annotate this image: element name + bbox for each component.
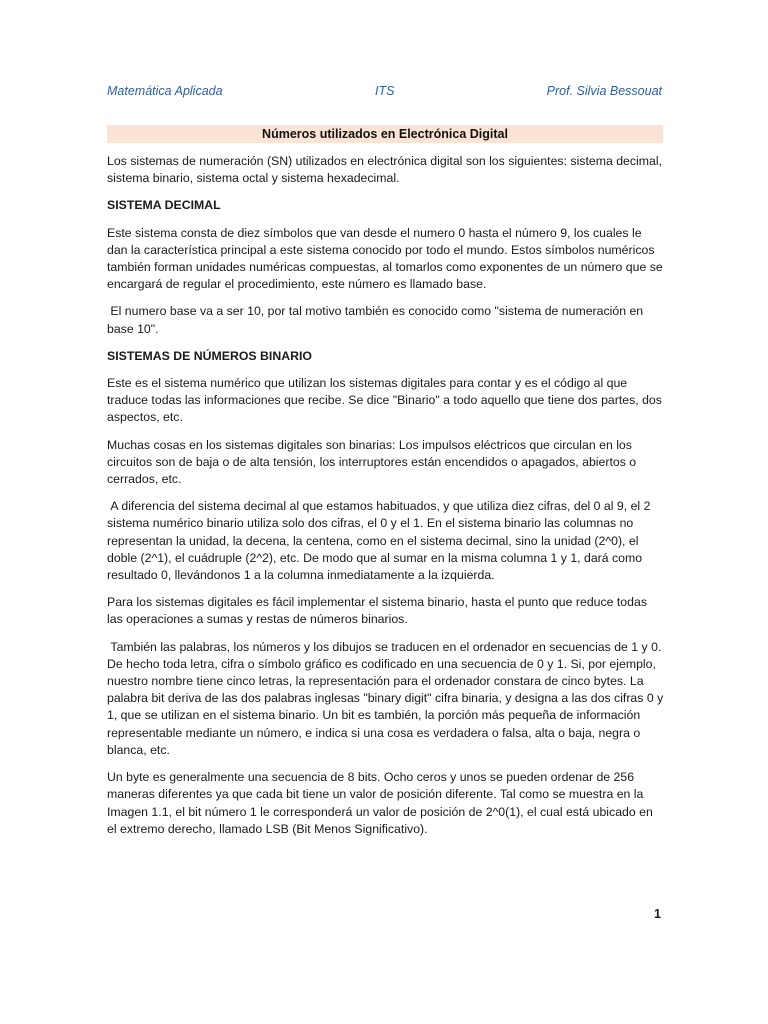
binary-paragraph-5: También las palabras, los números y los dibujos se traducen en el ordenador en secuencias de 1 y 0. De hecho toda letra, cifra o símbolo gráfico es codificado en una secuencia de 0 y 1. Si, por ejemplo, nuestro nombre tiene cinco letras, la representación para el ordenador constara de cinco bytes. La palabra bit deriva de las dos palabras inglesas "binary digit" cifra binaria, y designa a las dos cifras 0 y 1, que se utilizan en el sistema binario. Un bit es también, la porción más pequeña de información representable mediante un número, e indica si una cosa es verdadera o falsa, alta o baja, negra o blanca, etc. [107,639,667,757]
binary-paragraph-2: Muchas cosas en los sistemas digitales son binarias: Los impulsos eléctricos que circulan en los circuitos son de baja o de alta tensión, los interruptores están encendidos o apagados, abiertos o cerrados, etc. [107,437,637,487]
section-heading-decimal: SISTEMA DECIMAL [107,198,221,213]
running-header [107,84,662,102]
section-heading-binary: SISTEMAS DE NÚMEROS BINARIO [107,348,312,363]
page-number: 1 [654,907,661,921]
binary-paragraph-4: Para los sistemas digitales es fácil implementar el sistema binario, hasta el punto que reduce todas las operaciones a sumas y restas de números binarios. [107,595,647,627]
binary-paragraph-3: A diferencia del sistema decimal al que estamos habituados, y que utiliza diez cifras, del 0 al 9, el 2 sistema numérico binario utiliza solo dos cifras, el 0 y el 1. En el sistema binario las columnas no representan la unidad, la decena, la centena, como en el sistema decimal, sino la unidad (2^0), el doble (2^1), el cuádruple (2^2), etc. De modo que al sumar en la misma columna 1 y 1, dará como resultado 0, llevándonos 1 a la columna inmediatamente a la izquierda. [107,499,654,583]
document-title: Números utilizados en Electrónica Digital [107,125,663,143]
intro-paragraph: Los sistemas de numeración (SN) utilizados en electrónica digital son los siguientes: sistema decimal, sistema binario, sistema octal y sistema hexadecimal. [107,154,662,186]
header-author: Prof. Silvia Bessouat [546,84,662,98]
header-course-name: Matemática Aplicada [107,84,223,98]
decimal-paragraph-1: Este sistema consta de diez símbolos que van desde el numero 0 hasta el número 9, los cuales le dan la característica principal a este sistema conocido por todo el mundo. Estos símbolos numéricos también forman unidades numéricas compuestas, al tomarlos como exponentes de un número que se encargará de regular el procedimiento, este número es llamado base. [107,225,663,292]
header-institution: ITS [375,84,395,98]
binary-paragraph-1: Este es el sistema numérico que utilizan los sistemas digitales para contar y es el código al que traduce todas las informaciones que recibe. Se dice "Binario" a todo aquello que tiene dos partes, dos aspectos, etc. [107,376,662,425]
binary-paragraph-6: Un byte es generalmente una secuencia de 8 bits. Ocho ceros y unos se pueden ordenar de 256 maneras diferentes ya que cada bit tiene un valor de posición diferente. Tal como se muestra en la Imagen 1.1, el bit número 1 le corresponderá un valor de posición de 2^0(1), el cual está ubicado en el extremo derecho, llamado LSB (Bit Menos Significativo). [107,770,653,836]
decimal-paragraph-2: El numero base va a ser 10, por tal motivo también es conocido como "sistema de numeración en base 10". [107,304,647,336]
document-body [107,153,665,848]
